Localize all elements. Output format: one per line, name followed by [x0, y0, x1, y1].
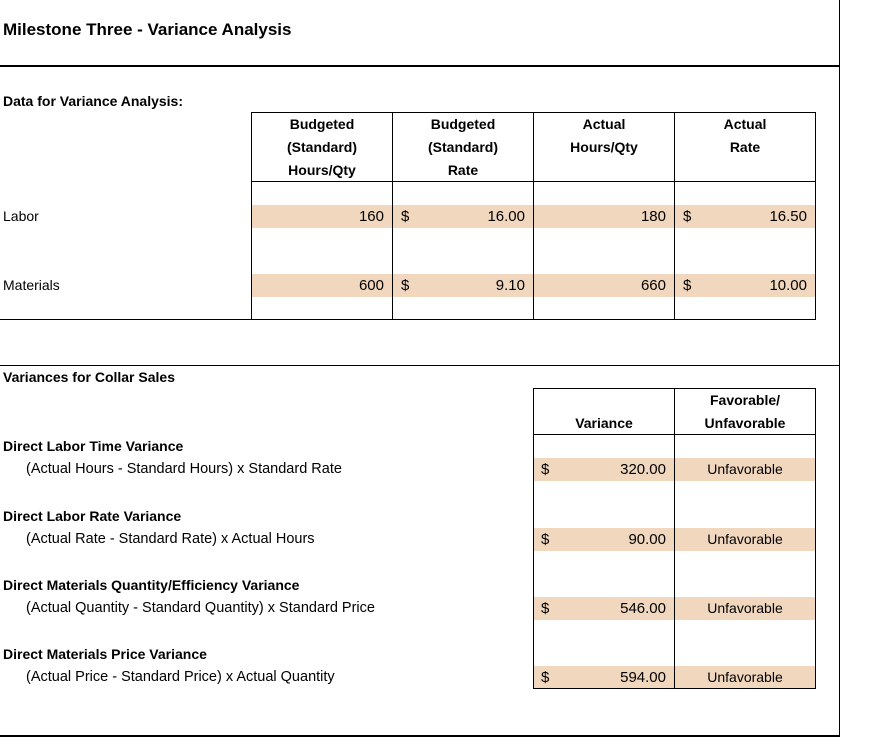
col-header-actual-rate [675, 113, 815, 159]
labor-budget-qty: 160 [358, 208, 384, 225]
variance-status: Unfavorable [707, 531, 783, 547]
col-header-line: Budgeted [289, 116, 355, 132]
materials-budget-rate: 9.10 [495, 277, 525, 294]
col-header-line: Actual [582, 116, 626, 132]
page-title: Milestone Three - Variance Analysis [3, 20, 292, 39]
col-header-line: Rate [729, 139, 761, 155]
labor-actual-qty: 180 [640, 208, 666, 225]
col-header-budget-rate [393, 113, 533, 182]
col-header-line: (Standard) [287, 139, 357, 155]
col-header-actual-qty [534, 113, 674, 159]
labor-budget-rate: 16.00 [487, 208, 525, 225]
page-right-border [839, 0, 840, 737]
variance-formula: (Actual Rate - Standard Rate) x Actual Hours [26, 531, 315, 547]
variance-currency: $ [541, 669, 550, 686]
col-header-line: Hours/Qty [288, 162, 356, 178]
variance-title: Direct Materials Quantity/Efficiency Variance [3, 577, 300, 593]
col-header-line: Hours/Qty [570, 139, 638, 155]
labor-actual-rate: 16.50 [769, 208, 807, 225]
col-header-line: Rate [447, 162, 479, 178]
col-header-line: Budgeted [430, 116, 496, 132]
variance-title: Direct Labor Time Variance [3, 438, 184, 454]
variance-amount: 594.00 [620, 669, 666, 686]
variance-status: Unfavorable [707, 669, 783, 685]
variance-currency: $ [541, 600, 550, 617]
variance-amount: 546.00 [620, 600, 666, 617]
col-header-budget-qty [252, 113, 392, 182]
col-header-favorable [675, 389, 815, 435]
section-divider [0, 365, 839, 366]
data-section-heading: Data for Variance Analysis: [3, 93, 184, 109]
variance-table-col-line-3 [815, 388, 816, 689]
variance-status: Unfavorable [707, 600, 783, 616]
page-bottom-border [0, 735, 839, 737]
materials-budget-qty: 600 [358, 277, 384, 294]
labor-budget-rate-currency: $ [401, 208, 410, 225]
col-header-line: (Standard) [428, 139, 498, 155]
variance-amount: 90.00 [628, 531, 666, 548]
materials-actual-rate-currency: $ [683, 277, 692, 294]
variance-amount: 320.00 [620, 461, 666, 478]
materials-actual-qty: 660 [640, 277, 666, 294]
materials-actual-rate: 10.00 [769, 277, 807, 294]
row-label-materials: Materials [3, 277, 60, 293]
col-header-variance: Variance [575, 415, 633, 431]
variance-section-heading: Variances for Collar Sales [3, 369, 175, 385]
variance-title: Direct Materials Price Variance [3, 646, 207, 662]
variance-currency: $ [541, 461, 550, 478]
variance-title: Direct Labor Rate Variance [3, 508, 182, 524]
variance-formula: (Actual Price - Standard Price) x Actual Quantity [26, 669, 335, 685]
col-header-line: Unfavorable [704, 415, 786, 431]
variance-status: Unfavorable [707, 461, 783, 477]
variance-formula: (Actual Hours - Standard Hours) x Standard Rate [26, 461, 342, 477]
labor-actual-rate-currency: $ [683, 208, 692, 225]
col-header-line: Actual [723, 116, 767, 132]
materials-budget-rate-currency: $ [401, 277, 410, 294]
data-table-col-line-5 [815, 112, 816, 320]
variance-formula: (Actual Quantity - Standard Quantity) x Standard Price [26, 600, 375, 616]
variance-currency: $ [541, 531, 550, 548]
data-table-bottom-line [0, 319, 816, 320]
col-header-line: Favorable/ [709, 392, 781, 408]
title-divider [0, 65, 839, 67]
row-label-labor: Labor [3, 208, 39, 224]
